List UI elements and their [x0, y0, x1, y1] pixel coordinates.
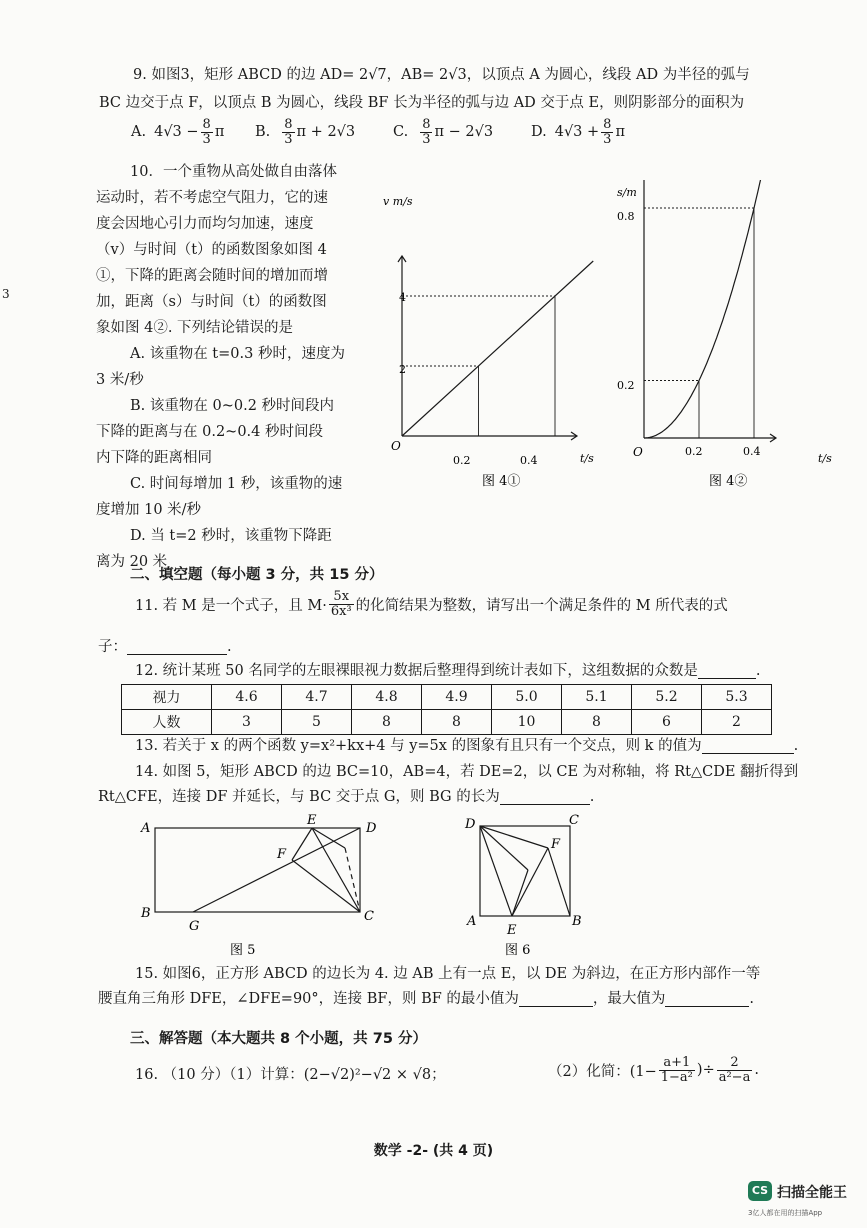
- table-cell: 8: [352, 710, 422, 735]
- q11-answer-blank[interactable]: [127, 641, 227, 655]
- q10-line: 离为 20 米: [96, 554, 168, 570]
- table-cell: 8: [562, 710, 632, 735]
- fig5-label-a: A: [141, 821, 151, 836]
- q13-answer-blank[interactable]: [702, 740, 794, 754]
- table-row: [122, 685, 772, 710]
- table-row: [122, 710, 772, 735]
- fig4-2-xlabel: t/s: [818, 452, 832, 465]
- scanner-logo: CS: [748, 1181, 772, 1201]
- fig6-label-a: A: [467, 914, 477, 929]
- table-cell: 4.7: [282, 685, 352, 710]
- q9-line1: 9. 如图3，矩形 ABCD 的边 AD= 2√7，AB= 2√3，以顶点 A 为圆心，线段 AD 为半径的弧与: [133, 67, 750, 83]
- fig5-label-f: F: [277, 847, 287, 862]
- margin-mark: 3: [2, 287, 10, 301]
- fig4-2-ytick: 0.8: [617, 210, 635, 223]
- fig6-label-c: C: [569, 813, 579, 828]
- table-cell: 5.0: [492, 685, 562, 710]
- q10-line: 下降的距离与在 0.2~0.4 秒时间段: [96, 424, 323, 440]
- q10-option-a: A. 该重物在 t=0.3 秒时，速度为: [130, 346, 345, 362]
- q9-options: [131, 118, 625, 146]
- q10-line: 加，距离（s）与时间（t）的函数图: [96, 294, 327, 310]
- fig4-2-caption: 图 4②: [709, 474, 748, 489]
- q9-line2: BC 边交于点 F，以顶点 B 为圆心，线段 BF 长为半径的弧与边 AD 交于点 E，则阴影部分的面积为: [99, 95, 745, 111]
- fig4-2-origin: O: [633, 445, 643, 459]
- q10-line: 内下降的距离相同: [96, 450, 212, 466]
- fig4-1-origin: O: [391, 439, 401, 453]
- figure-4-1-chart: [375, 180, 615, 500]
- table-cell: 5.1: [562, 685, 632, 710]
- scanner-watermark: [748, 1175, 858, 1221]
- fig5-caption: 图 5: [230, 943, 256, 958]
- series-curve: [644, 180, 762, 438]
- table-cell: 8: [422, 710, 492, 735]
- q10-option-d: D. 当 t=2 秒时，该重物下降距: [130, 528, 332, 544]
- table-cell: 10: [492, 710, 562, 735]
- fig4-1-ylabel: v m/s: [383, 195, 413, 208]
- q10-line: 3 米/秒: [96, 372, 144, 388]
- q9-option-b: B. $\frac{8}{3}$ π + 2√3: [255, 117, 356, 147]
- q12-text: 12. 统计某班 50 名同学的左眼裸眼视力数据后整理得到统计表如下，这组数据的众数是 .: [135, 663, 761, 679]
- scanner-tagline: 3亿人都在用的扫描App: [748, 1209, 823, 1217]
- table-cell: 5.2: [632, 685, 702, 710]
- fig6-label-d: D: [465, 817, 476, 832]
- fig6-segment-ef: [512, 848, 548, 916]
- q10-line: ①，下降的距离会随时间的增加而增: [96, 268, 328, 284]
- fig5-label-g: G: [189, 919, 200, 934]
- fig6-label-f: F: [551, 837, 561, 852]
- q11-line1: 11. 若 M 是一个式子，且 M· $\frac{5x}{\text{6x³}}$ 的化简结果为整数，请写出一个满足条件的 M 所代表的式: [135, 589, 728, 619]
- fig6-segment-bf: [548, 848, 570, 916]
- table-cell: 5: [282, 710, 352, 735]
- table-cell: 4.8: [352, 685, 422, 710]
- q11-line2: 子： .: [98, 639, 232, 655]
- fig6-label-e: E: [507, 923, 517, 938]
- fig4-2-xtick: 0.4: [743, 445, 761, 458]
- fig5-label-d: D: [366, 821, 377, 836]
- table-cell: 5.3: [702, 685, 772, 710]
- series-line: [402, 261, 593, 436]
- fig4-1-ytick: 2: [399, 363, 406, 376]
- fig6-segment-df: [480, 826, 548, 848]
- q14-line1: 14. 如图 5，矩形 ABCD 的边 BC=10，AB=4，若 DE=2，以 CE 为对称轴，将 Rt△CDE 翻折得到: [135, 764, 799, 780]
- q15-max-blank[interactable]: [665, 993, 749, 1007]
- fig6-caption: 图 6: [505, 943, 531, 958]
- table-cell: 6: [632, 710, 702, 735]
- figure-4-2-chart: [615, 180, 845, 500]
- fig5-label-e: E: [307, 813, 317, 828]
- q11-fraction: $\frac{5x}{\text{6x³}}$: [330, 589, 352, 619]
- q10-line: 10．一个重物从高处做自由落体: [130, 164, 337, 180]
- fig5-label-b: B: [141, 906, 151, 921]
- q16-part2: （2）化简：(1− $\frac{a+1}{\text{1−a²}}$ )÷ $\frac{2}{\text{a²−a}}$ .: [548, 1055, 759, 1085]
- fig5-segment-ef: [292, 828, 312, 860]
- q12-answer-blank[interactable]: [698, 665, 756, 679]
- fig4-1-xlabel: t/s: [580, 452, 594, 465]
- q12-stat-table: [121, 684, 772, 735]
- fig4-1-xtick: 0.4: [520, 454, 538, 467]
- q10-option-c: C. 时间每增加 1 秒，该重物的速: [130, 476, 343, 492]
- q15-line1: 15. 如图6，正方形 ABCD 的边长为 4. 边 AB 上有一点 E，以 DE 为斜边，在正方形内部作一等: [135, 966, 761, 982]
- q13-text: 13. 若关于 x 的两个函数 y=x²+kx+4 与 y=5x 的图象有且只有一个交点，则 k 的值为 .: [135, 738, 799, 754]
- fig4-2-ytick: 0.2: [617, 379, 635, 392]
- q14-answer-blank[interactable]: [500, 791, 590, 805]
- scanner-name: 扫描全能王: [777, 1185, 847, 1201]
- section-2-title: 二、填空题（每小题 3 分，共 15 分）: [130, 567, 384, 583]
- page-footer: 数学 -2- (共 4 页): [373, 1143, 494, 1159]
- fig6-segment-e-mid: [512, 870, 528, 916]
- q10-line: （v）与时间（t）的函数图象如图 4: [96, 242, 327, 258]
- fig5-label-c: C: [364, 909, 374, 924]
- table-cell: 4.6: [212, 685, 282, 710]
- q14-line2: Rt△CFE，连接 DF 并延长，与 BC 交于点 G，则 BG 的长为 .: [98, 789, 595, 805]
- section-3-title: 三、解答题（本大题共 8 个小题，共 75 分）: [130, 1031, 427, 1047]
- fig6-label-b: B: [572, 914, 582, 929]
- fig4-1-xtick: 0.2: [453, 454, 471, 467]
- q10-option-b: B. 该重物在 0~0.2 秒时间段内: [130, 398, 335, 414]
- q10-line: 度会因地心引力而均匀加速，速度: [96, 216, 314, 232]
- table-header-cell: 人数: [122, 710, 212, 735]
- fig5-rectangle: [155, 828, 360, 912]
- q10-line: 运动时，若不考虑空气阻力，它的速: [96, 190, 328, 206]
- fig4-1-caption: 图 4①: [482, 474, 521, 489]
- table-cell: 3: [212, 710, 282, 735]
- q10-line: 象如图 4②. 下列结论错误的是: [96, 320, 294, 336]
- figure-5: [135, 810, 395, 960]
- q16-part1: 16. （10 分）（1）计算：(2−√2)²−√2 × √8；: [135, 1067, 446, 1083]
- table-header-cell: 视力: [122, 685, 212, 710]
- q15-line2: 腰直角三角形 DFE，∠DFE=90°，连接 BF，则 BF 的最小值为 ，最大值为 .: [98, 991, 755, 1007]
- table-cell: 2: [702, 710, 772, 735]
- figure-6: [455, 810, 595, 960]
- q10-line: 度增加 10 米/秒: [96, 502, 202, 518]
- table-cell: 4.9: [422, 685, 492, 710]
- q9-option-a: A. 4√3 − $\frac{8}{3}$ π: [131, 117, 225, 147]
- q9-option-c: C. $\frac{8}{3}$ π − 2√3: [393, 117, 494, 147]
- q9-option-d: D. 4√3 + $\frac{8}{3}$ π: [531, 117, 625, 147]
- fig5-segment-dg: [193, 828, 360, 912]
- fig4-2-ylabel: s/m: [617, 186, 637, 199]
- q15-min-blank[interactable]: [519, 993, 593, 1007]
- fig4-1-ytick: 4: [399, 291, 406, 304]
- fig6-segment-de: [480, 826, 512, 916]
- fig4-2-xtick: 0.2: [685, 445, 703, 458]
